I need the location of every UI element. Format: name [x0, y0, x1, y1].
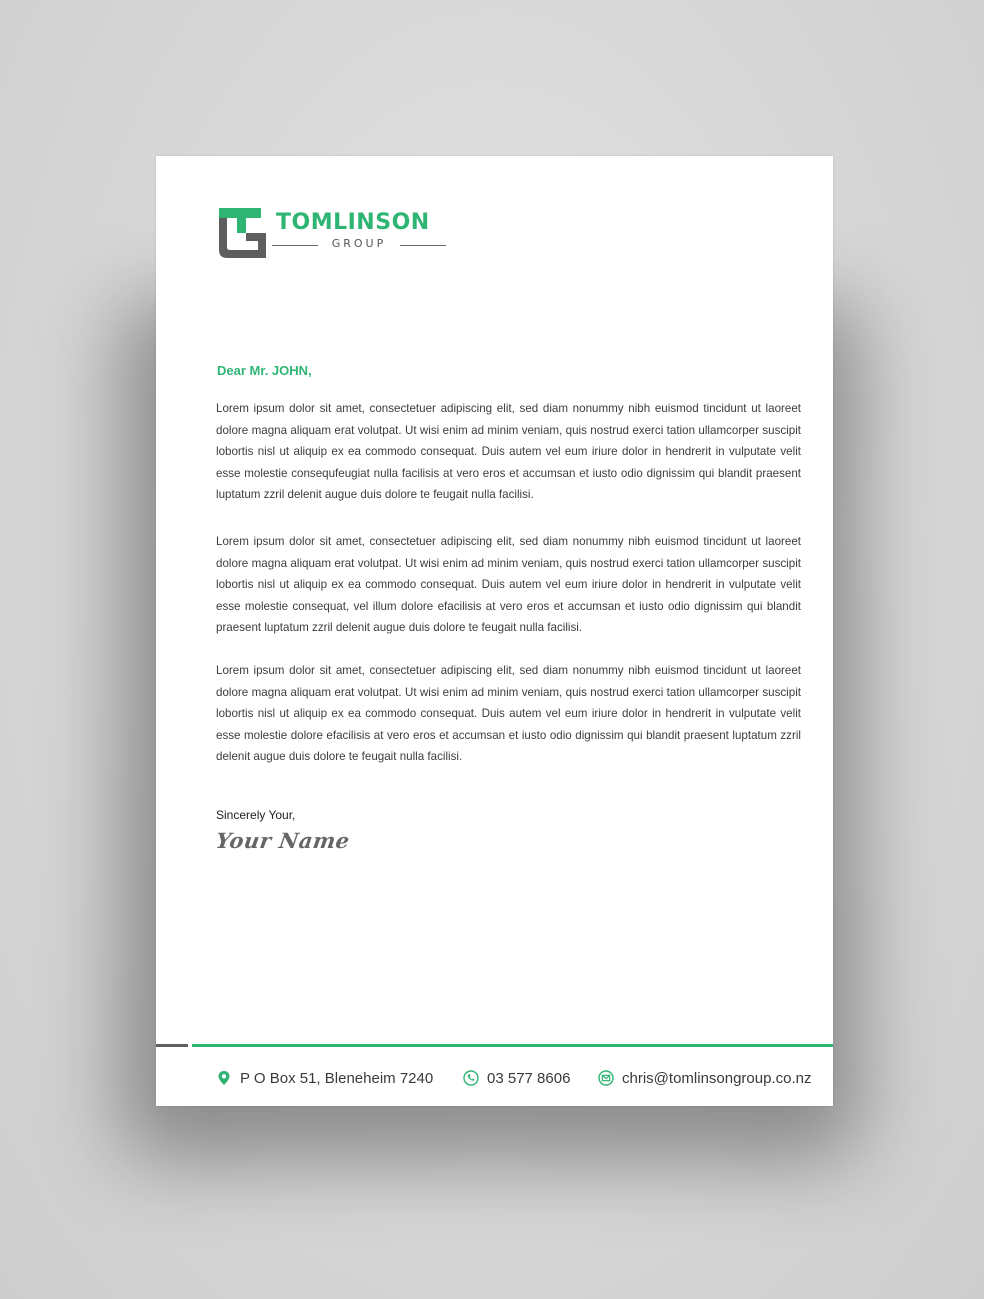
salutation: Dear Mr. JOHN, [217, 363, 312, 378]
footer-email [598, 1068, 811, 1088]
footer-rule-dark [156, 1044, 188, 1047]
logo-subtitle [272, 236, 446, 254]
logo-mark-icon [216, 206, 270, 260]
footer-rule-accent [192, 1044, 833, 1047]
body-paragraph-3: Lorem ipsum dolor sit amet, consectetuer adipiscing elit, sed diam nonummy nibh euismod tincidunt ut laoreet dolore magna aliquam erat volutpat. Ut wisi enim ad minim veniam, quis nostrud exerci tation ullamcorper suscipit lobortis nisl ut aliquip ex ea commodo consequat. Duis autem vel eum iriure dolor in hendrerit in vulputate velit esse molestie dolore efacilisis at vero eros et accumsan et iusto odio dignissim qui blandit praesent luptatum zzril delenit augue duis dolore te feugait nulla facilisi. [216, 664, 801, 764]
footer-email-text: chris@tomlinsongroup.co.nz [622, 1069, 812, 1087]
footer-phone [463, 1068, 570, 1088]
logo-wordmark: TOMLINSON [276, 210, 430, 235]
email-icon [598, 1070, 614, 1086]
phone-icon [463, 1070, 479, 1086]
body-paragraph-1: Lorem ipsum dolor sit amet, consectetuer adipiscing elit, sed diam nonummy nibh euismod tincidunt ut laoreet dolore magna aliquam erat volutpat. Ut wisi enim ad minim veniam, quis nostrud exerci tation ullamcorper suscipit lobortis nisl ut aliquip ex ea commodo consequat. Duis autem vel eum iriure dolor in hendrerit in vulputate velit esse molestie consequfeugiat nulla facilisis at vero eros et accumsan et iusto odio dignissim qui blandit praesent luptatum zzril delenit augue duis dolore te feugait nulla facilisi. [216, 402, 801, 502]
location-pin-icon [216, 1070, 232, 1086]
footer-phone-text: 03 577 8606 [487, 1069, 571, 1087]
footer-address-text: P O Box 51, Bleneheim 7240 [240, 1069, 434, 1087]
logo-rule-right [400, 245, 446, 246]
logo-subtitle-text: GROUP [331, 237, 387, 250]
body-paragraph-2: Lorem ipsum dolor sit amet, consectetuer adipiscing elit, sed diam nonummy nibh euismod tincidunt ut laoreet dolore magna aliquam erat volutpat. Ut wisi enim ad minim veniam, quis nostrud exerci tation ullamcorper suscipit lobortis nisl ut aliquip ex ea commodo consequat. Duis autem vel eum iriure dolor in hendrerit in vulputate velit esse molestie consequat, vel illum dolore efacilisis at vero eros et accumsan et iusto odio dignissim qui blandit praesent luptatum zzril delenit augue duis dolore te feugait nulla facilisi. [216, 535, 801, 635]
company-logo [216, 206, 456, 262]
footer-address [216, 1068, 433, 1088]
signature: Your Name [214, 828, 352, 853]
letterhead-page [156, 156, 833, 1106]
closing-line: Sincerely Your, [216, 808, 296, 822]
